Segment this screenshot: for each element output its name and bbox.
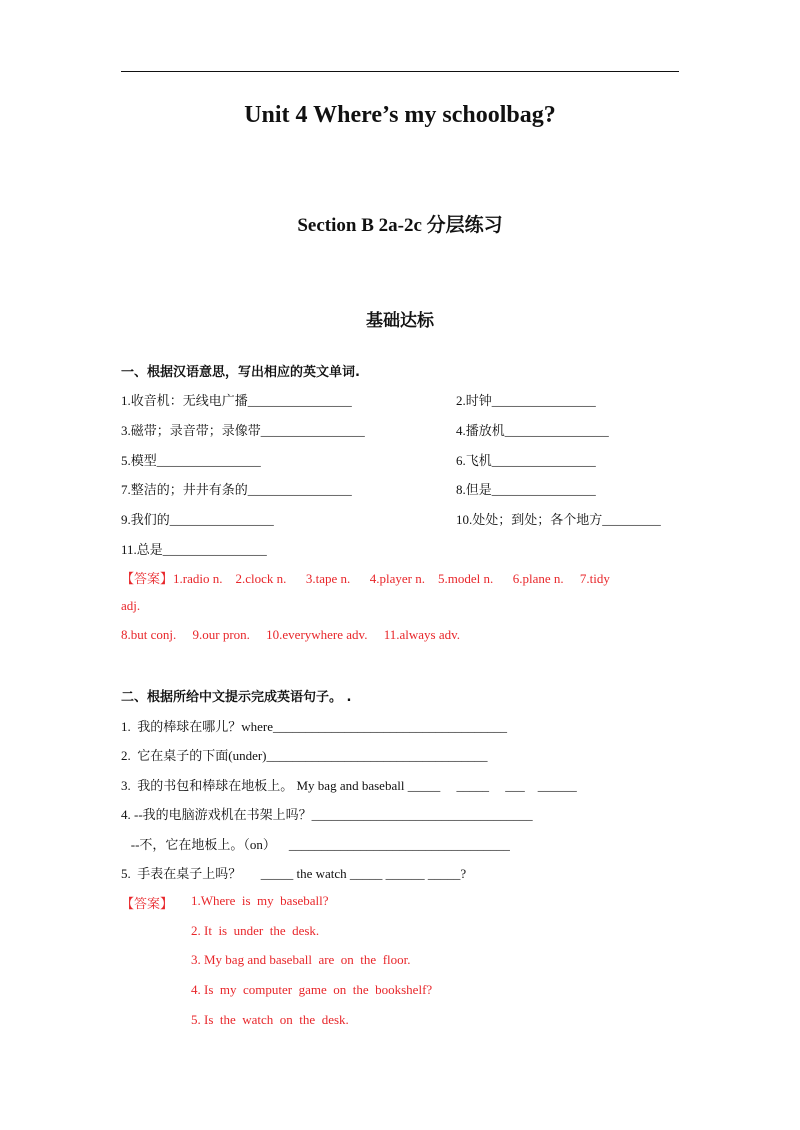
part2-item-5: 5. 手表在桌子上吗？ _____ the watch _____ ______ _____? (121, 866, 467, 881)
part1-item-9: 9.我们的________________ (121, 512, 274, 527)
part1-item-1: 1.收音机：无线电广播________________ (121, 393, 352, 408)
part2-item-1: 1. 我的棒球在哪儿？where____________________________________ (121, 719, 508, 734)
part2-item-4: 4. --我的电脑游戏机在书架上吗？__________________________________ (121, 807, 533, 822)
part2-heading: 二、根据所给中文提示完成英语句子。 . (121, 690, 352, 705)
part2-answer-5: 5. Is the watch on the desk. (191, 1012, 349, 1027)
part1-answer-line-2: adj. (121, 598, 141, 613)
part1-answer-line-3: 8.but conj. 9.our pron. 10.everywhere adv. 11.always adv. (121, 627, 460, 642)
section-title: Section B 2a-2c 分层练习 (297, 215, 503, 236)
part1-answer-line-1: 【答案】1.radio n. 2.clock n. 3.tape n. 4.player n. 5.model n. 6.plane n. 7.tidy (121, 571, 610, 586)
part1-item-10: 10.处处；到处；各个地方_________ (456, 512, 661, 527)
part2-answer-1: 1.Where is my baseball? (191, 893, 329, 908)
part2-answer-3: 3. My bag and baseball are on the floor. (191, 952, 411, 967)
part2-answer-2: 2. It is under the desk. (191, 923, 320, 938)
part1-item-7: 7.整洁的；井井有条的________________ (121, 482, 352, 497)
part2-item-2: 2. 它在桌子的下面(under)__________________________________ (121, 748, 488, 763)
part1-item-5: 5.模型________________ (121, 453, 261, 468)
part1-item-4: 4.播放机________________ (456, 423, 609, 438)
part1-item-2: 2.时钟________________ (456, 393, 596, 408)
part2-answer-label: 【答案】 (121, 896, 174, 911)
part2-answer-4: 4. Is my computer game on the bookshelf? (191, 982, 433, 997)
part1-item-3: 3.磁带；录音带；录像带________________ (121, 423, 365, 438)
part1-item-11: 11.总是________________ (121, 542, 267, 557)
part2-item-4-reply: --不，它在地板上。（on） __________________________________ (121, 837, 510, 852)
part1-heading: 一、根据汉语意思，写出相应的英文单词. (121, 365, 360, 380)
document-title: Unit 4 Where’s my schoolbag? (244, 102, 556, 128)
part2-item-3: 3. 我的书包和棒球在地板上。 My bag and baseball _____ _____ ___ ______ (121, 778, 577, 793)
header-rule (121, 71, 679, 72)
part1-item-8: 8.但是________________ (456, 482, 596, 497)
level-heading: 基础达标 (366, 311, 434, 331)
part1-item-6: 6.飞机________________ (456, 453, 596, 468)
